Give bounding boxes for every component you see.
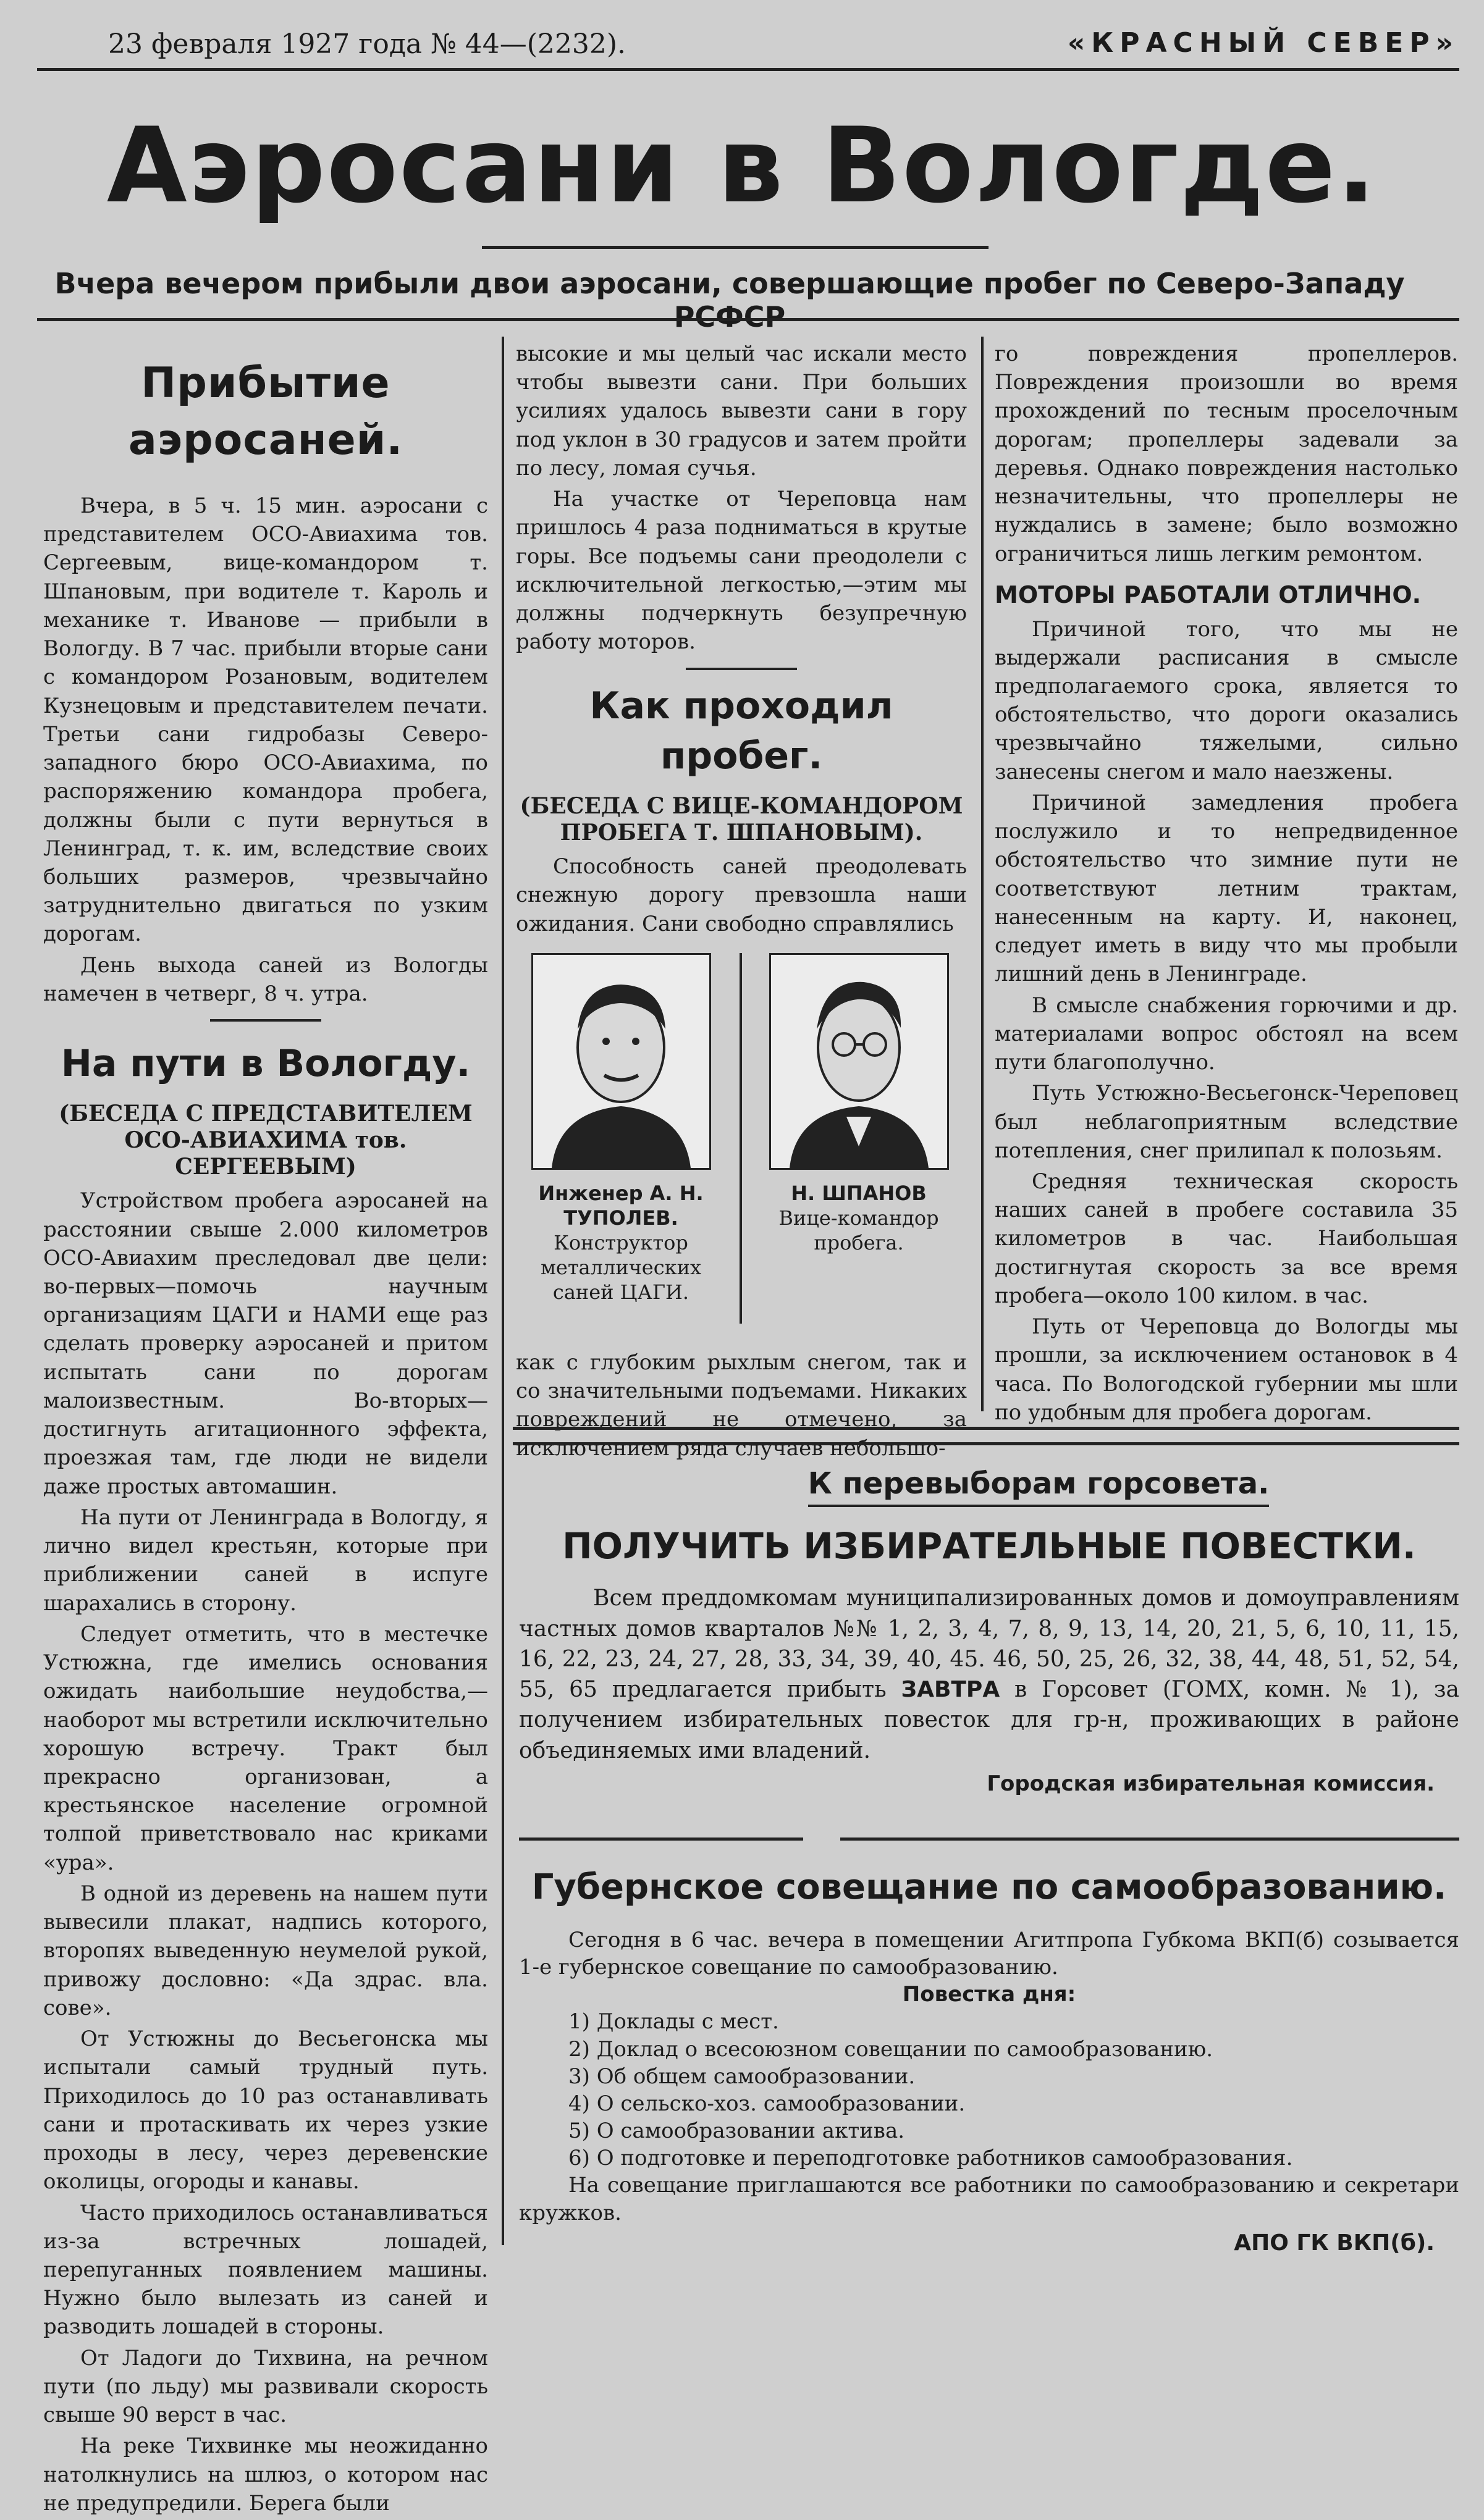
photo-separator	[740, 953, 742, 1324]
masthead	[37, 25, 1459, 71]
paragraph: В одной из деревень на нашем пути вывесили плакат, надпись которого, второпях выведенную неумелой рукой, привожу дословно: «Да здрас. вла. сове».	[43, 1881, 488, 2020]
paragraph: Часто приходилось останавливаться из-за встречных лошадей, перепуганных появлением машины. Нужно было вылезать из саней и разводить лошадей в стороны.	[43, 2200, 488, 2340]
section-title-arrival: Прибытие аэросаней.	[128, 359, 403, 465]
person-caption: Конструктор металлических саней ЦАГИ.	[541, 1230, 701, 1304]
portrait-image	[531, 953, 711, 1170]
agenda-item: 6) О подготовке и переподготовке работников самообразования.	[568, 2146, 1293, 2171]
notice-body-start: Всем преддомкомам муниципализированных домов и домоуправлениям частных домов кварталов №№ 1, 2, 3, 4, 7, 8, 9, 13, 14, 20, 21, 5, 6, 10, 11, 15, 16, 22, 23, 24, 27, 28, 33, 34, 39, 40, 45. 46, 50, 25, 26, 32, 38, 44, 48, 51, 52, 54, 55, 65 предлагается прибыть	[519, 1586, 1459, 1703]
caption	[754, 1181, 964, 1255]
notice-self-education	[519, 1865, 1459, 2258]
paragraph: На участке от Череповца нам пришлось 4 раза подниматься в крутые горы. Все подъемы сани преодолели с исключительной легкостью,—этим мы должны подчеркнуть безупречную работу моторов.	[516, 487, 967, 655]
portrait-drawing	[771, 955, 947, 1168]
agenda-list	[519, 2008, 1459, 2172]
paragraph: Причиной того, что мы не выдержали расписания в смысле предполагаемого срока, является то обстоятельство, что дороги оказались чрезвычайно тяжелыми, сильно занесены снегом и мало наезжены.	[995, 616, 1458, 784]
subheadline: Вчера вечером прибыли двои аэросани, совершающие пробег по Северо-Западу РСФСР	[54, 267, 1405, 334]
paragraph: Способность саней преодолевать снежную дорогу превзошла наши ожидания. Сани свободно справлялись	[516, 854, 967, 936]
paragraph: го повреждения пропеллеров. Повреждения произошли во время прохождений по тесным проселочным дорогам; пропеллеры задевали за деревья. Однако повреждения настолько незначительны, что пропеллеры не нуждались в замене; было возможно ограничиться лишь легким ремонтом.	[995, 342, 1458, 566]
paragraph: Вчера, в 5 ч. 15 мин. аэросани с представителем ОСО-Авиахима тов. Сергеевым, вице-командором т. Шпановым, при водителе т. Кароль и механике т. Иванове — прибыли в Вологду. В 7 час. прибыли вторые сани с командором Розановым, водителем Кузнецовым и представителем печати. Третьи сани гидробазы Северо-западного бюро ОСО-Авиахима, по распоряжению командора пробега, должны были с пути вернуться в Ленинград, т. к. им, вследствие своих больших размеров, чрезвычайно затруднительно двигаться по узким дорогам.	[43, 493, 488, 947]
paragraph: От Ладоги до Тихвина, на речном пути (по льду) мы развивали скорость свыше 90 верст в час.	[43, 2345, 488, 2428]
paragraph: На реке Тихвинке мы неожиданно натолкнулись на шлюз, о котором нас не предупредили. Берега были	[43, 2434, 488, 2516]
notice-title: ПОЛУЧИТЬ ИЗБИРАТЕЛЬНЫЕ ПОВЕСТКИ.	[562, 1524, 1416, 1567]
person-name: Инженер А. Н. ТУПОЛЕВ.	[538, 1181, 704, 1230]
notice-kicker: К перевыборам горсовета.	[808, 1464, 1270, 1507]
notice-outro: На совещание приглашаются все работники по самообразованию и секретари кружков.	[519, 2173, 1459, 2225]
caption	[516, 1181, 726, 1304]
column-1	[43, 337, 488, 2520]
notice-body	[519, 1583, 1459, 1766]
portrait-drawing	[533, 955, 709, 1168]
issue-date: 23 февраля 1927 года № 44—(2232).	[108, 28, 626, 60]
agenda-item: 4) О сельско-хоз. самообразовании.	[568, 2091, 966, 2116]
paragraph: От Устюжны до Весьегонска мы испытали самый трудный путь. Приходилось до 10 раз останавливать сани и протаскивать их через узкие проходы в лесу, через деревенские околицы, огороды и канавы.	[43, 2026, 488, 2194]
portrait-image	[769, 953, 949, 1170]
notice-body-bold: ЗАВТРА	[901, 1677, 1000, 1703]
column-rule	[981, 337, 984, 1411]
column-2	[516, 340, 967, 1465]
paragraph: На пути от Ленинграда в Вологду, я лично видел крестьян, которые при приближении саней в испуге шарахались в сторону.	[43, 1505, 488, 1616]
column-rule	[502, 337, 504, 2245]
agenda-item: 2) Доклад о всесоюзном совещании по самообразованию.	[568, 2036, 1213, 2062]
paragraph: Устройством пробега аэросаней на расстоянии свыше 2.000 километров ОСО-Авиахим преследовал две цели: во-первых—помочь научным организациям ЦАГИ и НАМИ еще раз сделать проверку аэросаней и притом испытать сани по дорогам малоизвестным. Во-вторых—достигнуть агитационного эффекта, проезжая там, где люди не видели даже простых автомашин.	[43, 1188, 488, 1499]
notice-signature: АПО ГК ВКП(б).	[1234, 2230, 1435, 2256]
column-3	[995, 340, 1458, 1429]
divider	[519, 1838, 803, 1841]
paragraph: Средняя техническая скорость наших саней в пробеге составила 35 километров в час. Наибольшая достигнутая скорость за все время пробега—около 100 килом. в час.	[995, 1169, 1458, 1308]
paragraph: Следует отметить, что в местечке Устюжна, где имелись основания ожидать наибольшие неудобства,—наоборот мы встретили исключительно хорошую встречу. Тракт был прекрасно организован, а крестьянское население огромной толпой приветствовало нас криками «ура».	[43, 1621, 488, 1875]
portrait-tupolev	[516, 953, 726, 1304]
portraits	[516, 953, 967, 1342]
notice-intro: Сегодня в 6 час. вечера в помещении Агитпропа Губкома ВКП(б) созывается 1-е губернское совещание по самообразованию.	[519, 1927, 1459, 1980]
notice-elections	[519, 1464, 1459, 1799]
interview-subtitle: (БЕСЕДА С ВИЦЕ-КОМАНДОРОМ ПРОБЕГА Т. ШПАНОВЫМ).	[520, 792, 963, 846]
paragraph: как с глубоким рыхлым снегом, так и со значительными подъемами. Никаких повреждений не отмечено, за исключением ряда случаев небольшо-	[516, 1350, 967, 1461]
paragraph: Путь от Череповца до Вологды мы прошли, за исключением остановок в 4 часа. По Вологодской губернии мы шли по удобным для пробега дорогам.	[995, 1314, 1458, 1425]
inline-heading: МОТОРЫ РАБОТАЛИ ОТЛИЧНО.	[995, 581, 1422, 608]
person-caption: Вице-командор пробега.	[778, 1206, 939, 1254]
notice-body-end: в Горсовет (ГОМХ, комн. № 1), за получением избирательных повесток для гр-н, проживающих в районе объединяемых ими владений.	[519, 1677, 1459, 1763]
agenda-item: 1) Доклады с мест.	[568, 2009, 779, 2035]
paragraph: высокие и мы целый час искали место чтобы вывезти сани. При больших усилиях удалось вывезти сани в гору под уклон в 30 градусов и затем пройти по лесу, ломая сучья.	[516, 342, 967, 481]
person-name: Н. ШПАНОВ	[791, 1181, 927, 1205]
paragraph: В смысле снабжения горючими и др. материалами вопрос обстоял на всем пути благополучно.	[995, 993, 1458, 1075]
agenda-item: 3) Об общем самообразовании.	[568, 2064, 916, 2089]
notice-title: Губернское совещание по самообразованию.	[531, 1867, 1447, 1907]
notice-signature: Городская избирательная комиссия.	[987, 1771, 1435, 1797]
paragraph: День выхода саней из Вологды намечен в четверг, 8 ч. утра.	[43, 952, 488, 1006]
agenda-label: Повестка дня:	[902, 1982, 1076, 2007]
subhead-divider	[37, 318, 1459, 321]
agenda-item: 5) О самообразовании актива.	[568, 2119, 905, 2144]
paper-name: «КРАСНЫЙ СЕВЕР»	[1067, 27, 1459, 59]
section-title-how-it-went: Как проходил пробег.	[589, 684, 893, 778]
headline-divider	[482, 246, 989, 249]
interview-subtitle: (БЕСЕДА С ПРЕДСТАВИТЕЛЕМ ОСО-АВИАХИМА тов. СЕРГЕЕВЫМ)	[59, 1100, 473, 1180]
divider	[686, 668, 797, 670]
divider	[210, 1019, 321, 1022]
portrait-shpanov	[754, 953, 964, 1255]
paragraph: Причиной замедления пробега послужило и то непредвиденное обстоятельство что зимние пути не соответствуют летним трактам, нанесенным на карту. И, наконец, следует иметь в виду что мы пробыли лишний день в Ленинграде.	[995, 790, 1458, 987]
section-title-on-the-way: На пути в Вологду.	[61, 1042, 471, 1086]
paragraph: Путь Устюжно-Весьегонск-Череповец был неблагоприятным вследствие потепления, снег прилипал к полозьям.	[995, 1081, 1458, 1163]
double-rule	[513, 1427, 1459, 1445]
main-headline: Аэросани в Вологде.	[106, 105, 1378, 226]
divider	[840, 1838, 1459, 1841]
